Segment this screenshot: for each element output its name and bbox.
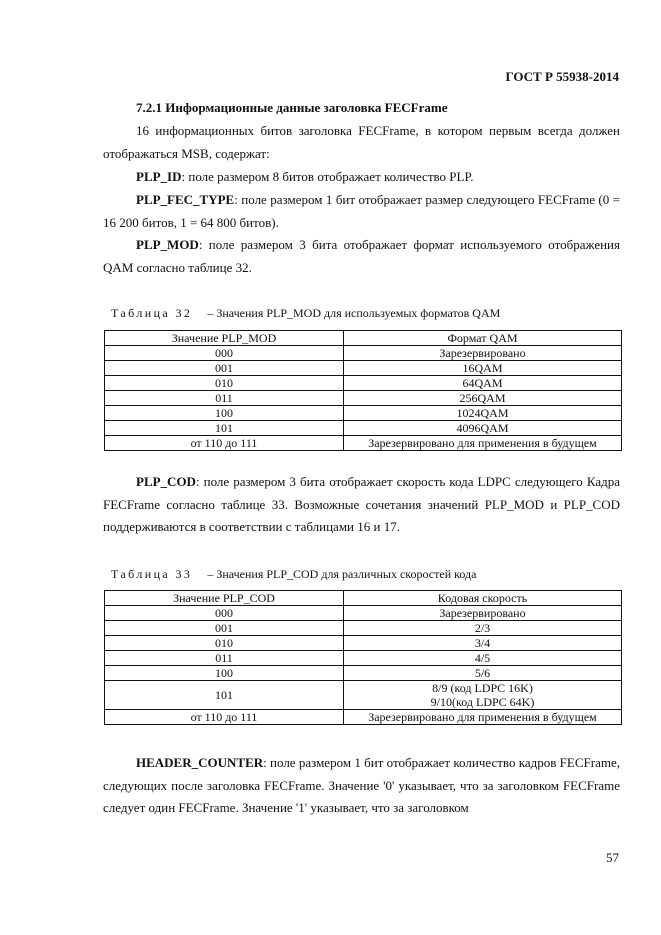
table-cell: Зарезервировано для применения в будущем [344, 436, 622, 451]
table-cell: 100 [105, 406, 344, 421]
table-cell: Зарезервировано [344, 346, 622, 361]
paragraph-intro-text: 16 информационных битов заголовка FECFrame, в котором первым всегда должен отображаться MSB, содержат: [103, 123, 620, 161]
table-cell: 000 [105, 346, 344, 361]
paragraph-plp-fec-type [103, 189, 620, 234]
table-cell: 101 [105, 421, 344, 436]
table-header-row [105, 331, 622, 346]
table-row [105, 436, 622, 451]
table-cell: 1024QAM [344, 406, 622, 421]
paragraph-plp-fec-type-text: : поле размером 1 бит отображает размер следующего FECFrame (0 = 16 200 битов, 1 = 64 800 битов). [103, 192, 620, 230]
table-row [105, 666, 622, 681]
table-row [105, 636, 622, 651]
paragraph-header-counter-text: : поле размером 1 бит отображает количество кадров FECFrame, следующих после заголовка FECFrame. Значение '0' указывает, что за заголовком FECFrame следует один FECFrame. Значение '1' указывает, что за заголовком [103, 755, 620, 815]
paragraph-plp-mod [103, 234, 620, 279]
table-row [105, 421, 622, 436]
table-row [105, 606, 622, 621]
table-cell: 001 [105, 361, 344, 376]
table-cell: от 110 до 111 [105, 710, 344, 725]
paragraph-plp-id [103, 166, 620, 189]
table-cell: 101 [105, 681, 344, 710]
table-row [105, 361, 622, 376]
table-header-cell: Значение PLP_COD [105, 591, 344, 606]
term-plp-fec-type: PLP_FEC_TYPE [136, 192, 235, 207]
table-header-cell: Формат QAM [344, 331, 622, 346]
table-cell: 4096QAM [344, 421, 622, 436]
table-cell-line: 8/9 (код LDPC 16K) [432, 681, 533, 695]
table-cell [344, 681, 622, 710]
paragraph-header-counter [103, 752, 620, 820]
term-header-counter: HEADER_COUNTER [136, 755, 264, 770]
table-row [105, 346, 622, 361]
table-cell: 2/3 [344, 621, 622, 636]
paragraph-plp-id-text: : поле размером 8 битов отображает количество PLP. [181, 169, 474, 184]
table-header-cell: Значение PLP_MOD [105, 331, 344, 346]
table-cell: 011 [105, 651, 344, 666]
table-cell: 3/4 [344, 636, 622, 651]
page-number: 57 [606, 850, 619, 865]
table-cell: 5/6 [344, 666, 622, 681]
table-header-row [105, 591, 622, 606]
table-row [105, 621, 622, 636]
table-cell: 100 [105, 666, 344, 681]
table-cell: Зарезервировано [344, 606, 622, 621]
table-cell: 011 [105, 391, 344, 406]
section-title: 7.2.1 Информационные данные заголовка FECFrame [136, 100, 448, 115]
table-cell: 000 [105, 606, 344, 621]
table-row [105, 376, 622, 391]
table-32-label: Таблица 32 [111, 306, 193, 320]
table-cell: 16QAM [344, 361, 622, 376]
table-row [105, 406, 622, 421]
table-row [105, 681, 622, 710]
table-cell: 001 [105, 621, 344, 636]
table-32-title: – Значения PLP_MOD для используемых форматов QAM [207, 306, 501, 320]
paragraph-plp-mod-text: : поле размером 3 бита отображает формат используемого отображения QAM согласно таблице 32. [103, 237, 620, 275]
table-header-cell: Кодовая скорость [344, 591, 622, 606]
table-row [105, 391, 622, 406]
table-cell-line: 9/10(код LDPC 64K) [430, 695, 535, 709]
table-33-label: Таблица 33 [111, 567, 193, 581]
table-33-caption [111, 567, 476, 582]
paragraph-intro [103, 120, 620, 165]
paragraph-plp-cod [103, 471, 620, 539]
term-plp-id: PLP_ID [136, 169, 182, 184]
document-header: ГОСТ Р 55938-2014 [505, 69, 619, 84]
table-cell: 010 [105, 636, 344, 651]
table-cell: 010 [105, 376, 344, 391]
table-row [105, 710, 622, 725]
term-plp-cod: PLP_COD [136, 474, 196, 489]
term-plp-mod: PLP_MOD [136, 237, 199, 252]
table-cell: 256QAM [344, 391, 622, 406]
table-cell: 64QAM [344, 376, 622, 391]
table-33-title: – Значения PLP_COD для различных скоростей кода [207, 567, 477, 581]
table-32 [104, 330, 622, 451]
table-cell: от 110 до 111 [105, 436, 344, 451]
paragraph-plp-cod-text: : поле размером 3 бита отображает скорость кода LDPC следующего Кадра FECFrame согласно таблице 33. Возможные сочетания значений PLP_MOD и PLP_COD поддерживаются в соответствии с таблицами 16 и 17. [103, 474, 620, 534]
table-33 [104, 590, 622, 725]
table-cell: Зарезервировано для применения в будущем [344, 710, 622, 725]
table-row [105, 651, 622, 666]
table-cell: 4/5 [344, 651, 622, 666]
table-32-caption [111, 306, 500, 321]
